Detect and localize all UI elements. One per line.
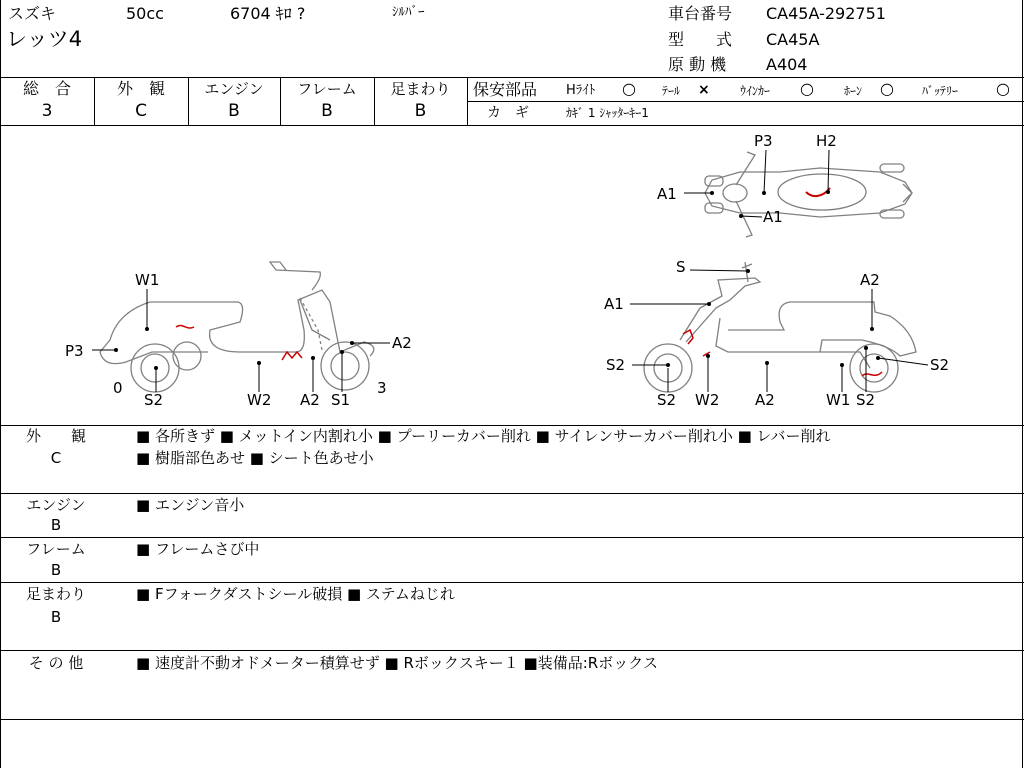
diagram-label: P3 [754,132,773,150]
note-line: ■ フレームさび中 [136,540,260,558]
safety-item-name: Hﾗｲﾄ [566,83,596,98]
leader-lines [92,150,928,392]
note-grade: C [50,449,62,467]
diagram-label: W1 [826,391,851,409]
key-label: カ ギ [487,105,529,121]
score-label: 足まわり [390,80,451,98]
diagram-label: W2 [247,391,272,409]
diagram-label: S2 [657,391,677,409]
diagram-label: S2 [856,391,876,409]
note-category: フレーム [26,540,86,558]
diagram-label: W2 [695,391,720,409]
safety-item-name: ﾃｰﾙ [662,84,681,98]
score-value: B [414,101,427,121]
diagram-label: A1 [763,208,783,226]
note-category: エンジン [26,496,86,514]
engine-type-label: 原 動 機 [668,55,727,74]
type-label: 型 式 [668,30,733,49]
diagram-label: 0 [113,379,123,397]
diagram-label: A1 [657,185,677,203]
safety-item-status: × [698,82,710,98]
diagram-label: A2 [860,271,880,289]
score-value: 3 [41,101,53,121]
damage-mark [176,325,194,328]
mileage: 6704 ｷﾛ ? [230,4,306,23]
safety-item-status: ○ [800,79,814,98]
score-value: C [135,101,147,121]
damage-diagram [0,126,1022,424]
color: ｼﾙﾊﾞｰ [392,5,425,20]
displacement: 50cc [126,4,164,23]
safety-item-name: ｳｲﾝｶｰ [740,84,771,98]
score-value: B [228,101,240,121]
note-line: ■ 各所きず ■ メットイン内割れ小 ■ プーリーカバー削れ ■ サイレンサーカバー削れ小 ■ レバー削れ [136,427,831,445]
safety-item-name: ﾎｰﾝ [844,84,863,98]
diagram-label: S2 [606,356,626,374]
diagram-label: A1 [604,295,624,313]
diagram-label: A2 [755,391,775,409]
note-grade: B [50,561,62,579]
score-label: エンジン [204,80,264,98]
note-grade: B [50,516,62,534]
score-value: B [321,101,333,121]
safety-label: 保安部品 [473,80,538,99]
frame-number-value: CA45A-292751 [766,4,886,23]
note-line: ■ 樹脂部色あせ ■ シート色あせ小 [136,449,374,467]
damage-mark [282,352,302,360]
frame-right [1022,0,1023,768]
safety-item-status: ○ [996,79,1010,98]
diagram-label: S1 [331,391,351,409]
note-category: 足まわり [25,585,86,603]
diagram-label: S [676,258,686,276]
table-top-border [0,77,1024,78]
note-line: ■ 速度計不動オドメーター積算せず ■ Rボックスキー１ ■装備品:Rボックス [136,654,659,672]
score-label: 総 合 [22,79,71,98]
note-category: 外 観 [25,427,86,445]
engine-type-value: A404 [766,55,808,74]
diagram-label: P3 [65,342,84,360]
note-line: ■ Fフォークダストシール破損 ■ ステムねじれ [136,585,455,603]
diagram-label: A2 [392,334,412,352]
diagram-label: 3 [377,379,387,397]
damage-mark [862,372,882,376]
type-value: CA45A [766,30,820,49]
model-name: レッツ4 [6,27,83,51]
safety-item-status: ○ [622,79,636,98]
diagram-label: A2 [300,391,320,409]
score-label: フレーム [297,80,357,98]
diagram-label: S2 [144,391,164,409]
safety-item-name: ﾊﾞｯﾃﾘｰ [922,84,959,98]
maker: スズキ [8,4,57,23]
score-label: 外 観 [116,79,165,98]
diagram-bottom-border [0,425,1024,426]
safety-row-divider [467,101,1024,102]
diagram-label: H2 [816,132,837,150]
frame-number-label: 車台番号 [668,4,733,23]
safety-item-status: ○ [880,79,894,98]
key-value: ｶｷﾞ 1 ｼｬｯﾀｰｷｰ1 [566,106,649,120]
diagram-label: S2 [930,356,950,374]
note-grade: B [50,608,62,626]
note-line: ■ エンジン音小 [136,496,245,514]
diagram-label: W1 [135,271,160,289]
note-category: そ の 他 [28,654,84,672]
